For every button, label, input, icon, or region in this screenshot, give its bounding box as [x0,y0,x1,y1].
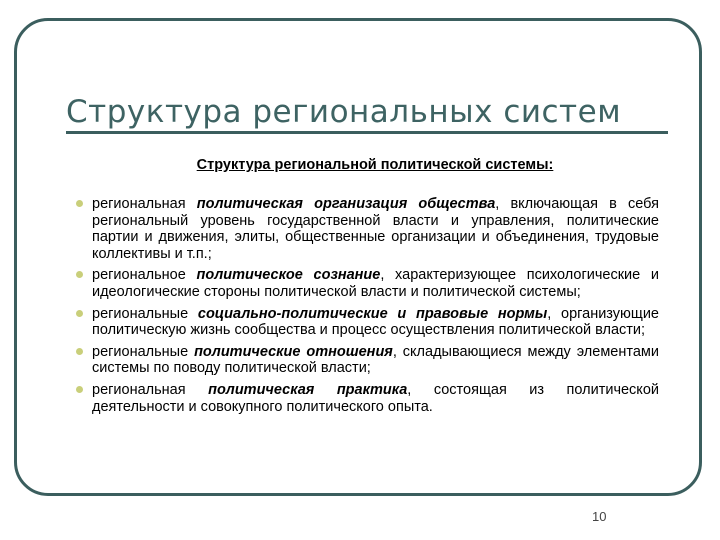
bullet-term: политическое сознание [196,267,381,284]
bullet-prefix: региональное [92,267,197,284]
bullet-prefix: региональная [92,196,197,212]
bullet-term: политическая практика [208,381,408,398]
bullet-suffix: , складывающиеся между элементами системы по поводу политической власти; [92,343,659,377]
bullet-item [92,196,659,262]
bullet-item [92,306,659,339]
bullet-suffix: , включающая в себя региональный уровень государственной власти и управления, политические партии и движения, элиты, общественные организации и объединения, трудовые коллективы и т.п.; [92,196,659,262]
bullet-suffix: , организующие политическую жизнь сообщества и процесс осуществления политической власти; [92,305,659,339]
section-subtitle: Структура региональной политической системы: [196,157,554,173]
bullet-marker-icon [76,386,83,393]
bullet-marker-icon [76,348,83,355]
bullet-term: политическая организация общества [196,196,496,212]
bullet-item [92,267,659,300]
bullet-term: социально-политические и правовые нормы [197,305,548,322]
bullet-prefix: региональная [92,381,209,398]
title-underline [66,131,668,134]
bullet-prefix: региональные [92,305,198,322]
page-number: 10 [592,509,607,524]
bullet-marker-icon [76,200,83,207]
bullet-term: политические отношения [194,343,393,360]
bullet-suffix: , характеризующее психологические и идеологические стороны политической власти и политической системы; [92,267,659,300]
bullet-item [92,382,659,415]
bullet-marker-icon [76,310,83,317]
slide-title: Структура региональных систем [66,94,622,130]
bullet-list [92,196,659,420]
bullet-prefix: региональные [92,343,195,360]
bullet-suffix: , состоящая из политической деятельности и совокупного политического опыта. [92,381,659,415]
bullet-item [92,344,659,377]
